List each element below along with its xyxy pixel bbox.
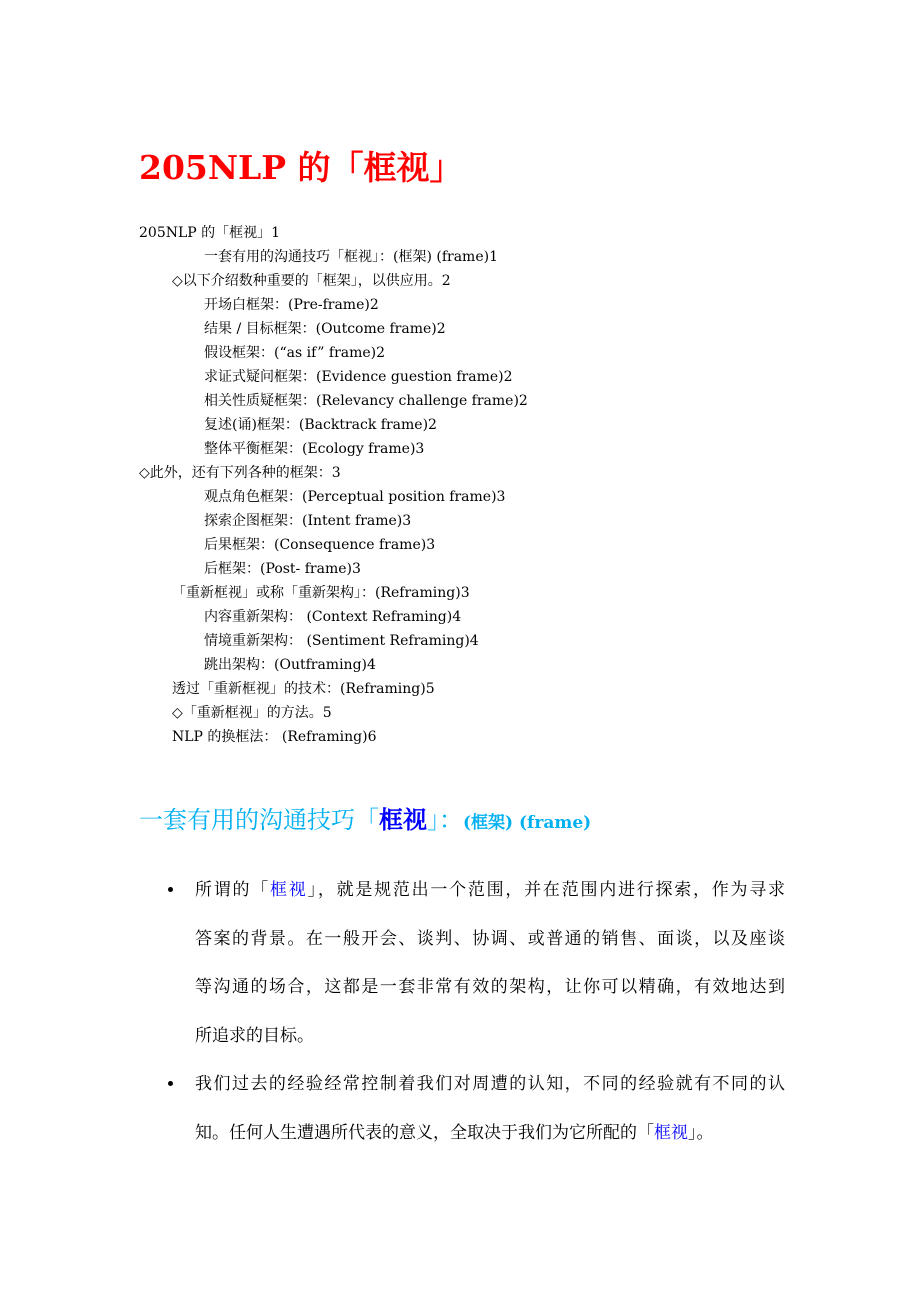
toc-entry[interactable]: ◇此外，还有下列各种的框架：3 <box>139 465 341 481</box>
paragraph-text: 」，就是规范出一个范围，并在范围内进行探索，作为寻求 <box>307 880 786 900</box>
toc-entry[interactable]: 205NLP 的「框视」1 <box>139 225 281 241</box>
section-heading-keyword: 框视 <box>379 805 427 834</box>
paragraph-text: 答案的背景。在一般开会、谈判、协调、或普通的销售、面谈，以及座谈 <box>195 928 785 949</box>
paragraph-line <box>195 1060 785 1109</box>
bullet-dot-icon <box>168 887 173 892</box>
highlighted-term: 框视 <box>654 1122 688 1143</box>
toc-entry[interactable]: 探索企图框架：(Intent frame)3 <box>204 513 412 529</box>
toc-entry[interactable]: 复述(诵)框架：(Backtrack frame)2 <box>204 417 437 433</box>
document-title: 205NLP 的「框视」 <box>139 148 463 187</box>
list-item <box>195 1060 785 1157</box>
paragraph-text: 所谓的「 <box>195 880 271 900</box>
section-heading-prefix: 一套有用的沟通技巧「 <box>139 806 379 834</box>
toc-entry[interactable]: 后框架：(Post- frame)3 <box>204 561 361 577</box>
toc-entry[interactable]: 整体平衡框架：(Ecology frame)3 <box>204 441 425 457</box>
paragraph-text: 等沟通的场合，这都是一套非常有效的架构，让你可以精确，有效地达到 <box>195 977 785 997</box>
toc-entry[interactable]: 后果框架：(Consequence frame)3 <box>204 537 436 553</box>
paragraph-line <box>195 915 785 964</box>
paragraph-line <box>195 963 785 1012</box>
section-heading <box>139 800 591 840</box>
toc-entry[interactable]: ◇以下介绍数种重要的「框架」，以供应用。2 <box>172 273 451 289</box>
toc-entry[interactable]: 求证式疑问框架：(Evidence guestion frame)2 <box>204 369 513 385</box>
bullet-dot-icon <box>168 1081 173 1086</box>
toc-entry[interactable]: 开场白框架：(Pre-frame)2 <box>204 297 379 313</box>
paragraph-text: 知。任何人生遭遇所代表的意义，全取决于我们为它所配的「 <box>195 1122 654 1143</box>
paragraph-line <box>195 866 785 915</box>
toc-entry[interactable]: ◇「重新框视」的方法。5 <box>172 705 332 721</box>
toc-entry[interactable]: 跳出架构：(Outframing)4 <box>204 657 376 673</box>
toc-entry[interactable]: 内容重新架构： (Context Reframing)4 <box>204 609 462 625</box>
highlighted-term: 框视 <box>270 880 308 900</box>
toc-entry[interactable]: 相关性质疑框架：(Relevancy challenge frame)2 <box>204 393 528 409</box>
paragraph-line <box>195 1109 785 1158</box>
list-item <box>195 866 785 1060</box>
toc-entry[interactable]: 「重新框视」或称「重新架构」：(Reframing)3 <box>172 585 470 601</box>
paragraph-text: 」。 <box>688 1122 714 1143</box>
toc-entry[interactable]: 情境重新架构： (Sentiment Reframing)4 <box>204 633 479 649</box>
paragraph-text: 所追求的目标。 <box>195 1025 314 1046</box>
toc-entry[interactable]: 结果 / 目标框架：(Outcome frame)2 <box>204 321 446 337</box>
toc-entry[interactable]: 观点角色框架：(Perceptual position frame)3 <box>204 489 506 505</box>
section-heading-small: (框架) (frame) <box>463 813 592 833</box>
section-heading-suffix: 」： <box>427 806 463 834</box>
paragraph-text: 我们过去的经验经常控制着我们对周遭的认知，不同的经验就有不同的认 <box>195 1074 785 1094</box>
toc-entry[interactable]: NLP 的换框法： (Reframing)6 <box>172 729 377 745</box>
toc-entry[interactable]: 透过「重新框视」的技术：(Reframing)5 <box>172 681 435 697</box>
paragraph-line <box>195 1012 785 1061</box>
toc-entry[interactable]: 假设框架：(“as if” frame)2 <box>204 345 386 361</box>
toc-entry[interactable]: 一套有用的沟通技巧「框视」：(框架) (frame)1 <box>204 249 498 265</box>
